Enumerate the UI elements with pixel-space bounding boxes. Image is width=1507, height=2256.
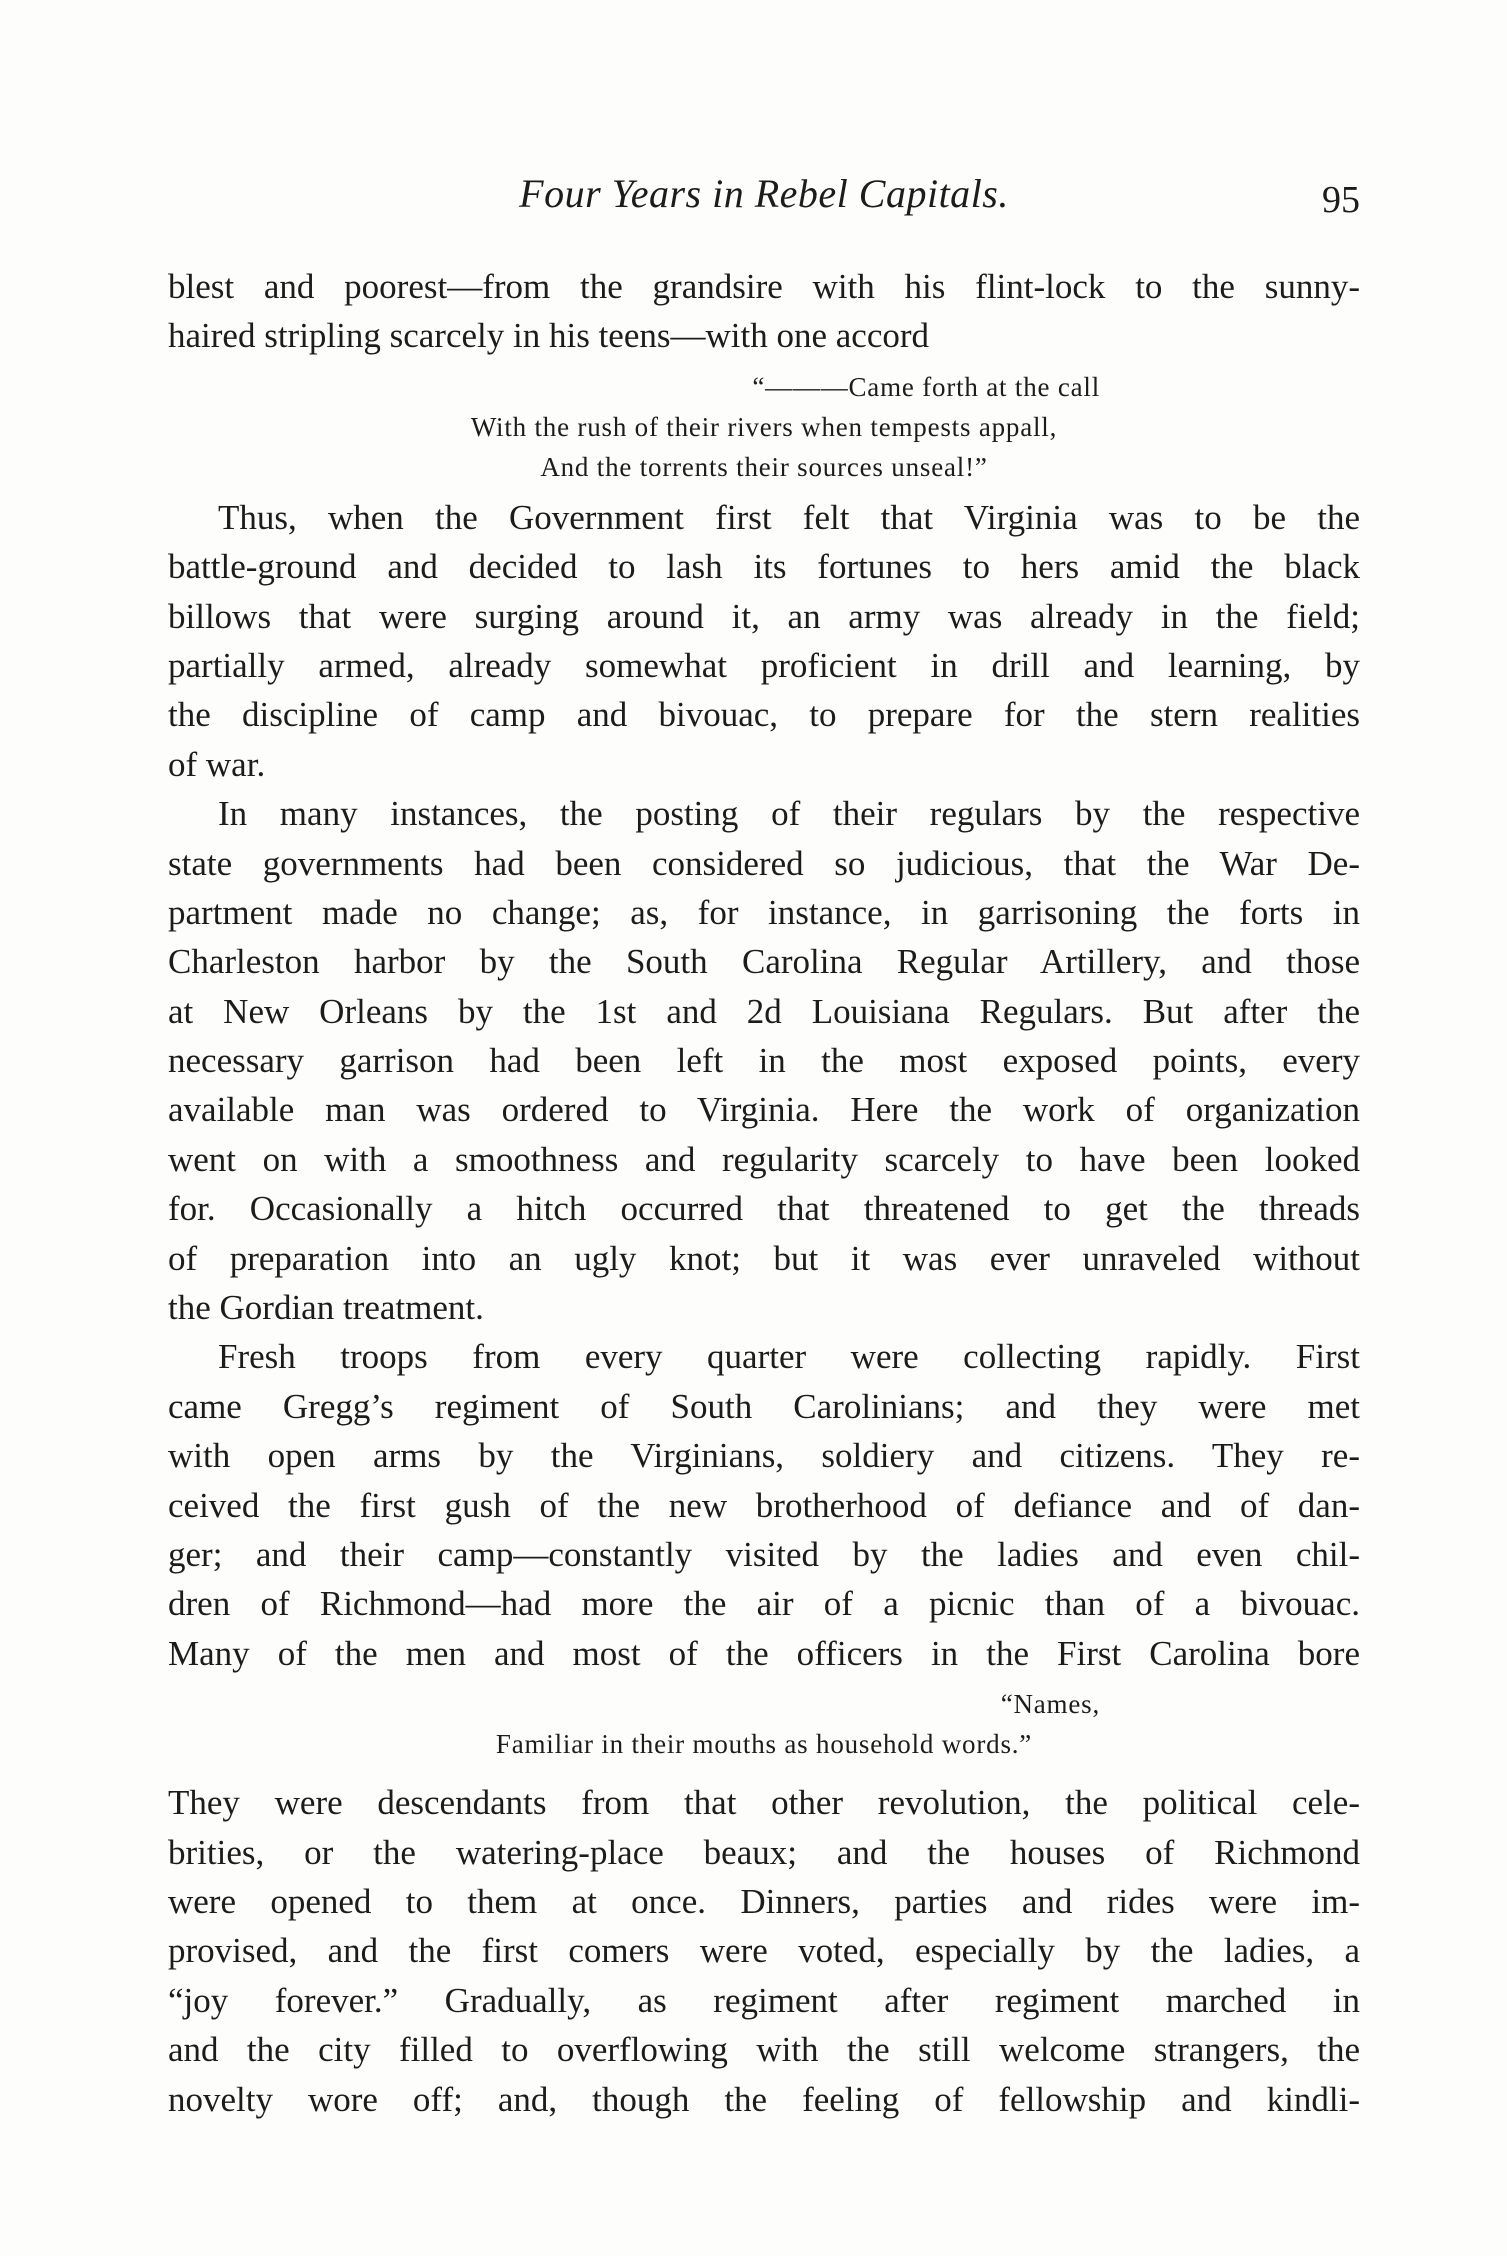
text-line: They were descendants from that other revolution, the political cele- <box>168 1783 1360 1823</box>
text-line: provised, and the first comers were voted, especially by the ladies, a <box>168 1931 1360 1971</box>
text-line: dren of Richmond—had more the air of a picnic than of a bivouac. <box>168 1584 1360 1624</box>
text-line: of preparation into an ugly knot; but it was ever unraveled without <box>168 1238 1360 1278</box>
text-line: novelty wore off; and, though the feeling of fellowship and kindli- <box>168 2079 1360 2119</box>
text-line: at New Orleans by the 1st and 2d Louisiana Regulars. But after the <box>168 991 1360 1031</box>
text-line: state governments had been considered so judicious, that the War De- <box>168 843 1360 883</box>
text-line: brities, or the watering-place beaux; and the houses of Richmond <box>168 1832 1360 1872</box>
text-line: the Gordian treatment. <box>168 1288 484 1328</box>
running-title: Four Years in Rebel Capitals. <box>519 171 1009 216</box>
verse-line: “———Came forth at the call <box>752 371 1100 402</box>
text-line: with open arms by the Virginians, soldiery and citizens. They re- <box>168 1436 1360 1476</box>
text-line: ger; and their camp—constantly visited by the ladies and even chil- <box>168 1534 1360 1574</box>
text-line: ceived the first gush of the new brotherhood of defiance and of dan- <box>168 1485 1360 1525</box>
text-line: of war. <box>168 744 266 784</box>
text-line: necessary garrison had been left in the most exposed points, every <box>168 1041 1360 1081</box>
text-line: partment made no change; as, for instance, in garrisoning the forts in <box>168 892 1360 932</box>
text-line: Thus, when the Government first felt that Virginia was to be the <box>218 497 1360 537</box>
text-line: Charleston harbor by the South Carolina Regular Artillery, and those <box>168 942 1360 982</box>
verse-line: Familiar in their mouths as household words.” <box>495 1729 1033 1760</box>
text-line: available man was ordered to Virginia. Here the work of organization <box>168 1090 1360 1130</box>
verse-line: “Names, <box>1000 1689 1100 1720</box>
verse-line: And the torrents their sources unseal!” <box>540 451 988 482</box>
body-text <box>168 262 1360 2124</box>
text-line: and the city filled to overflowing with the still welcome strangers, the <box>168 2030 1360 2070</box>
text-line: billows that were surging around it, an army was already in the field; <box>168 596 1360 636</box>
verse-line: With the rush of their rivers when tempests appall, <box>470 411 1058 442</box>
text-line: for. Occasionally a hitch occurred that threatened to get the threads <box>168 1189 1360 1229</box>
text-line: went on with a smoothness and regularity scarcely to have been looked <box>168 1139 1360 1179</box>
text-line: partially armed, already somewhat proficient in drill and learning, by <box>168 645 1360 685</box>
text-line: blest and poorest—from the grandsire with his flint-lock to the sunny- <box>168 267 1360 306</box>
page-number: 95 <box>1322 179 1360 221</box>
text-line: came Gregg’s regiment of South Carolinians; and they were met <box>168 1386 1360 1426</box>
text-line: “joy forever.” Gradually, as regiment after regiment marched in <box>168 1980 1360 2020</box>
page-header <box>168 168 1360 228</box>
text-line: the discipline of camp and bivouac, to prepare for the stern realities <box>168 695 1360 735</box>
text-line: Fresh troops from every quarter were collecting rapidly. First <box>218 1337 1360 1377</box>
text-line: haired stripling scarcely in his teens—with one accord <box>168 316 930 356</box>
text-line: In many instances, the posting of their regulars by the respective <box>218 794 1360 834</box>
text-line: Many of the men and most of the officers in the First Carolina bore <box>168 1633 1360 1673</box>
text-line: battle-ground and decided to lash its fortunes to hers amid the black <box>168 547 1360 587</box>
text-line: were opened to them at once. Dinners, parties and rides were im- <box>168 1881 1360 1921</box>
